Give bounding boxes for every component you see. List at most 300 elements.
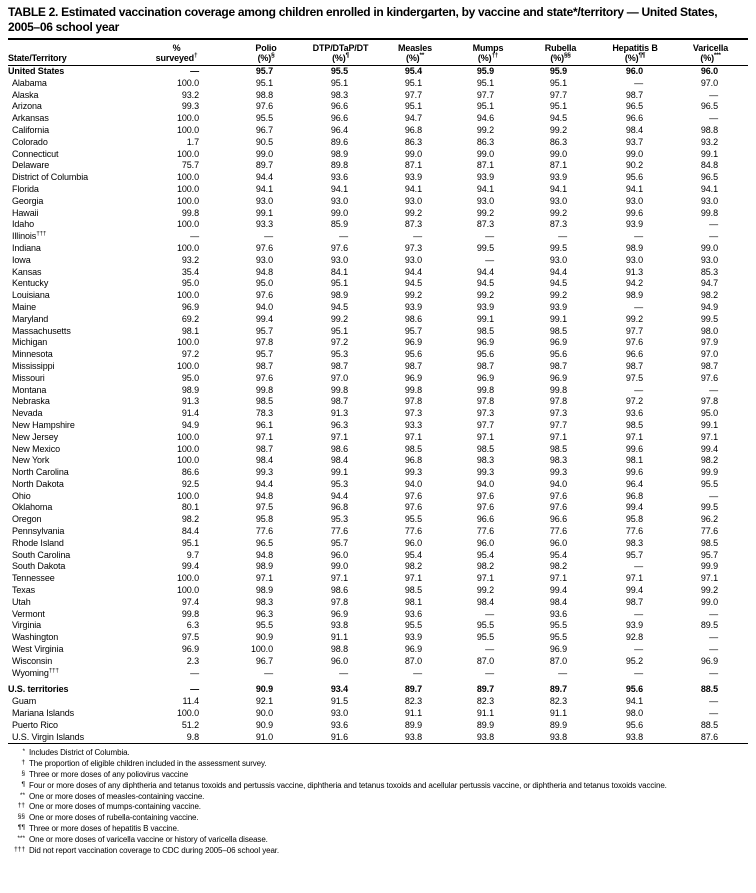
value-cell: 94.9 [181, 419, 199, 430]
value-cell: 77.6 [404, 526, 422, 537]
value-cell: 98.7 [625, 89, 643, 100]
value-cell: 98.3 [330, 89, 348, 100]
value-cell: 96.0 [404, 537, 422, 548]
value-cell: 97.5 [255, 502, 273, 513]
table-row [8, 491, 748, 503]
value-cell: 96.8 [625, 490, 643, 501]
footnote-marker: § [271, 52, 275, 59]
value-cell: 1.7 [186, 136, 199, 147]
value-cell: 96.0 [549, 537, 567, 548]
value-cell: 93.2 [181, 254, 199, 265]
header-line-bottom: (%)** [405, 52, 424, 63]
state-name: Wyoming††† [12, 667, 59, 678]
footnote-marker: ¶ [21, 780, 25, 788]
value-cell: 97.3 [404, 408, 422, 419]
footnote [8, 770, 752, 781]
value-cell: 88.5 [700, 684, 718, 695]
value-cell: 100.0 [176, 573, 199, 584]
value-cell: 98.2 [181, 514, 199, 525]
value-cell: 98.8 [255, 89, 273, 100]
value-cell: 77.6 [625, 526, 643, 537]
value-cell: 97.6 [255, 101, 273, 112]
value-cell: 99.5 [700, 313, 718, 324]
value-cell: 89.7 [255, 160, 273, 171]
state-name: Tennessee [12, 573, 55, 584]
value-cell: 99.3 [476, 467, 494, 478]
value-cell: 98.2 [404, 561, 422, 572]
value-cell: 97.6 [330, 242, 348, 253]
value-cell: — [709, 696, 718, 707]
value-cell: 93.6 [330, 719, 348, 730]
state-name: Illinois††† [12, 231, 47, 242]
state-name: Kansas [12, 266, 42, 277]
footnote-text: One or more doses of rubella-containing vaccine. [29, 813, 199, 823]
value-cell: 99.2 [476, 585, 494, 596]
value-cell: 98.6 [330, 443, 348, 454]
value-cell: 97.8 [404, 396, 422, 407]
value-cell: 99.9 [700, 467, 718, 478]
value-cell: 98.8 [700, 124, 718, 135]
table-row [8, 444, 748, 456]
value-cell: 97.6 [549, 490, 567, 501]
value-cell: 94.5 [404, 278, 422, 289]
state-name: Washington [12, 632, 59, 643]
value-cell: 95.0 [255, 278, 273, 289]
footnote-marker: ¶¶ [17, 824, 25, 831]
value-cell: 98.7 [625, 596, 643, 607]
header-line-top: % [172, 43, 181, 53]
value-cell: 90.0 [255, 708, 273, 719]
value-cell: 85.9 [330, 219, 348, 230]
value-cell: 100.0 [176, 431, 199, 442]
value-cell: 90.9 [255, 632, 273, 643]
value-cell: 93.9 [549, 301, 567, 312]
value-cell: 95.5 [549, 620, 567, 631]
value-cell: 95.1 [404, 77, 422, 88]
value-cell: 98.7 [404, 360, 422, 371]
footnote [8, 846, 752, 857]
header-line-top: Rubella [544, 43, 577, 53]
value-cell: 96.4 [625, 478, 643, 489]
value-cell: 87.0 [549, 655, 567, 666]
value-cell: 93.0 [700, 254, 718, 265]
value-cell: 77.6 [700, 526, 718, 537]
table-row [8, 78, 748, 90]
value-cell: 99.1 [255, 207, 273, 218]
value-cell: 96.6 [330, 101, 348, 112]
value-cell: — [634, 561, 643, 572]
value-cell: 100.0 [176, 195, 199, 206]
value-cell: 93.9 [404, 301, 422, 312]
table-header [8, 39, 748, 66]
value-cell: 99.1 [700, 148, 718, 159]
value-cell: 93.0 [625, 195, 643, 206]
value-cell: 95.0 [181, 278, 199, 289]
header-line-top: Hepatitis B [612, 43, 658, 53]
value-cell: 91.1 [549, 708, 567, 719]
value-cell: 77.6 [330, 526, 348, 537]
value-cell: 98.5 [549, 443, 567, 454]
value-cell: 94.1 [404, 183, 422, 194]
value-cell: 95.5 [255, 620, 273, 631]
table-row [8, 231, 748, 243]
value-cell: 80.1 [181, 502, 199, 513]
value-cell: 100.0 [176, 242, 199, 253]
value-cell: 87.1 [549, 160, 567, 171]
value-cell: 87.1 [404, 160, 422, 171]
value-cell: 93.0 [330, 195, 348, 206]
value-cell: 97.6 [549, 502, 567, 513]
value-cell: 97.6 [476, 502, 494, 513]
value-cell: — [485, 667, 494, 678]
value-cell: 93.4 [330, 684, 348, 695]
value-cell: 100.0 [176, 183, 199, 194]
value-cell: 95.7 [404, 325, 422, 336]
value-cell: 91.1 [404, 708, 422, 719]
value-cell: 99.2 [404, 207, 422, 218]
value-cell: 93.0 [549, 195, 567, 206]
value-cell: — [709, 113, 718, 124]
state-name: Minnesota [12, 349, 53, 360]
value-cell: 96.9 [549, 644, 567, 655]
value-cell: 100.0 [176, 219, 199, 230]
value-cell: 95.0 [181, 372, 199, 383]
value-cell: 99.2 [549, 290, 567, 301]
table-row [8, 149, 748, 161]
table-row [8, 349, 748, 361]
table-title: TABLE 2. Estimated vaccination coverage among children enrolled in kindergarten, by vaccine and state*/territory — United States, 2005–06 school year [8, 5, 718, 34]
value-cell: 98.9 [330, 148, 348, 159]
value-cell: 97.7 [404, 89, 422, 100]
state-name: Louisiana [12, 290, 50, 301]
value-cell: 96.5 [625, 101, 643, 112]
value-cell: 95.5 [255, 113, 273, 124]
value-cell: 99.8 [255, 384, 273, 395]
table-row [8, 385, 748, 397]
value-cell: 95.6 [404, 349, 422, 360]
value-cell: 98.3 [255, 596, 273, 607]
value-cell: 94.4 [330, 490, 348, 501]
value-cell: 82.3 [549, 696, 567, 707]
value-cell: 96.0 [476, 537, 494, 548]
value-cell: 97.2 [330, 337, 348, 348]
value-cell: 99.3 [404, 467, 422, 478]
value-cell: 97.6 [700, 372, 718, 383]
table-row [8, 684, 748, 696]
value-cell: 99.2 [549, 124, 567, 135]
value-cell: 95.8 [255, 514, 273, 525]
state-name: Vermont [12, 608, 45, 619]
value-cell: 95.1 [330, 278, 348, 289]
value-cell: 96.8 [404, 124, 422, 135]
column-header [303, 39, 378, 66]
state-name: Oklahoma [12, 502, 53, 513]
value-cell: — [485, 231, 494, 242]
table-row [8, 219, 748, 231]
value-cell: 95.5 [476, 620, 494, 631]
value-cell: 93.8 [404, 731, 422, 742]
table-row [8, 538, 748, 550]
value-cell: — [709, 89, 718, 100]
table-row [8, 337, 748, 349]
footnote-marker: § [21, 770, 25, 778]
value-cell: 89.8 [330, 160, 348, 171]
table-row [8, 255, 748, 267]
value-cell: 97.1 [404, 573, 422, 584]
value-cell: — [339, 231, 348, 242]
value-cell: 95.7 [700, 549, 718, 560]
value-cell: 90.5 [255, 136, 273, 147]
value-cell: 93.6 [330, 172, 348, 183]
value-cell: 95.1 [330, 325, 348, 336]
value-cell: — [634, 231, 643, 242]
value-cell: 95.6 [476, 349, 494, 360]
column-header [673, 39, 748, 66]
value-cell: 98.1 [625, 455, 643, 466]
value-cell: 95.1 [549, 77, 567, 88]
footnote [8, 759, 752, 770]
value-cell: 98.7 [255, 443, 273, 454]
table-row [8, 597, 748, 609]
value-cell: 95.9 [476, 66, 494, 76]
table-row [8, 732, 748, 744]
column-header [524, 39, 597, 66]
value-cell: 99.0 [700, 596, 718, 607]
value-cell: 90.9 [255, 719, 273, 730]
value-cell: 91.3 [625, 266, 643, 277]
state-name: New York [12, 455, 50, 466]
value-cell: 96.6 [625, 349, 643, 360]
value-cell: 98.7 [476, 360, 494, 371]
value-cell: 94.4 [255, 478, 273, 489]
value-cell: 11.4 [182, 696, 199, 707]
value-cell: 97.7 [549, 89, 567, 100]
value-cell: 99.4 [549, 585, 567, 596]
state-name: District of Columbia [12, 172, 89, 183]
value-cell: 97.8 [255, 337, 273, 348]
value-cell: 94.8 [255, 549, 273, 560]
footnote-marker: ¶ [345, 52, 349, 59]
value-cell: 93.0 [700, 195, 718, 206]
value-cell: 98.2 [549, 561, 567, 572]
value-cell: 94.0 [255, 301, 273, 312]
state-name: Missouri [12, 372, 45, 383]
value-cell: 95.2 [625, 655, 643, 666]
value-cell: — [558, 231, 567, 242]
value-cell: 95.4 [404, 66, 422, 76]
value-cell: — [339, 667, 348, 678]
value-cell: 93.0 [625, 254, 643, 265]
value-cell: 96.2 [700, 514, 718, 525]
value-cell: 97.0 [330, 372, 348, 383]
header-line-top: Polio [255, 43, 277, 53]
value-cell: 98.7 [255, 360, 273, 371]
value-cell: 84.1 [330, 266, 348, 277]
value-cell: 99.5 [476, 242, 494, 253]
footnote-marker: ** [419, 52, 424, 59]
value-cell: 99.0 [625, 148, 643, 159]
table-row [8, 408, 748, 420]
value-cell: 94.1 [625, 696, 643, 707]
value-cell: 99.8 [181, 608, 199, 619]
value-cell: — [190, 66, 199, 76]
value-cell: 93.0 [330, 254, 348, 265]
footnote-marker: *** [713, 52, 721, 59]
value-cell: 93.0 [404, 254, 422, 265]
value-cell: 93.3 [255, 219, 273, 230]
footnote-marker: *** [17, 834, 25, 842]
value-cell: 100.0 [176, 148, 199, 159]
footnote-text: One or more doses of mumps-containing vaccine. [29, 802, 201, 812]
header-line-top: Measles [398, 43, 432, 53]
value-cell: 99.6 [625, 443, 643, 454]
value-cell: 77.6 [255, 526, 273, 537]
value-cell: 99.3 [181, 101, 199, 112]
value-cell: 95.4 [549, 549, 567, 560]
value-cell: — [709, 632, 718, 643]
state-name: Kentucky [12, 278, 49, 289]
value-cell: — [264, 231, 273, 242]
header-line-bottom: (%)§§ [550, 52, 571, 63]
value-cell: 99.6 [625, 207, 643, 218]
value-cell: 77.6 [476, 526, 494, 537]
value-cell: 91.1 [330, 632, 348, 643]
value-cell: 87.0 [476, 655, 494, 666]
value-cell: 92.8 [625, 632, 643, 643]
value-cell: 98.5 [549, 325, 567, 336]
footnote [8, 802, 752, 813]
value-cell: 93.9 [549, 172, 567, 183]
value-cell: 95.1 [549, 101, 567, 112]
value-cell: 99.1 [549, 313, 567, 324]
value-cell: 94.5 [549, 278, 567, 289]
table-row [8, 137, 748, 149]
state-name: Georgia [12, 195, 44, 206]
value-cell: — [634, 667, 643, 678]
value-cell: 99.6 [625, 467, 643, 478]
value-cell: — [634, 608, 643, 619]
table-row [8, 160, 748, 172]
value-cell: 89.9 [404, 719, 422, 730]
value-cell: 94.1 [549, 183, 567, 194]
value-cell: 100.0 [176, 77, 199, 88]
value-cell: 98.6 [404, 313, 422, 324]
table-row [8, 668, 748, 680]
column-header [378, 39, 452, 66]
value-cell: 97.2 [181, 349, 199, 360]
value-cell: 95.6 [625, 684, 643, 695]
value-cell: 98.5 [476, 325, 494, 336]
value-cell: 98.5 [404, 443, 422, 454]
value-cell: — [413, 231, 422, 242]
value-cell: 96.0 [700, 66, 718, 76]
state-name: California [12, 124, 50, 135]
table-row [8, 113, 748, 125]
footnote-marker: * [22, 748, 25, 756]
value-cell: — [634, 301, 643, 312]
value-cell: 99.5 [549, 242, 567, 253]
table-row [8, 361, 748, 373]
value-cell: 100.0 [176, 455, 199, 466]
value-cell: 89.9 [476, 719, 494, 730]
value-cell: 95.4 [476, 549, 494, 560]
value-cell: 95.1 [404, 101, 422, 112]
table-row [8, 290, 748, 302]
state-name: New Hampshire [12, 419, 75, 430]
value-cell: 78.3 [255, 408, 273, 419]
state-name: Mississippi [12, 360, 55, 371]
value-cell: 98.1 [404, 596, 422, 607]
state-name: North Dakota [12, 478, 64, 489]
footnotes [8, 748, 752, 856]
value-cell: 93.9 [404, 632, 422, 643]
state-name: United States [8, 66, 65, 76]
value-cell: 97.6 [255, 290, 273, 301]
value-cell: 97.6 [404, 490, 422, 501]
value-cell: 77.6 [549, 526, 567, 537]
value-cell: 99.0 [330, 561, 348, 572]
value-cell: 89.7 [549, 684, 567, 695]
value-cell: 97.6 [404, 502, 422, 513]
value-cell: 91.3 [330, 408, 348, 419]
value-cell: 97.1 [700, 573, 718, 584]
footnote-marker: ** [19, 791, 25, 799]
value-cell: 97.1 [700, 431, 718, 442]
value-cell: 98.8 [330, 644, 348, 655]
footnote-text: One or more doses of measles-containing vaccine. [29, 791, 205, 801]
value-cell: 97.3 [404, 242, 422, 253]
table-row [8, 432, 748, 444]
value-cell: 84.4 [181, 526, 199, 537]
value-cell: 97.8 [549, 396, 567, 407]
table-row [8, 620, 748, 632]
value-cell: 92.1 [255, 696, 273, 707]
footnote-marker: †† [17, 802, 25, 810]
table-row [8, 609, 748, 621]
value-cell: 94.1 [476, 183, 494, 194]
value-cell: 98.3 [476, 455, 494, 466]
table-row [8, 90, 748, 102]
footnote [8, 824, 752, 835]
value-cell: 96.9 [404, 644, 422, 655]
column-header [597, 39, 673, 66]
value-cell: 96.9 [549, 337, 567, 348]
value-cell: 99.2 [625, 313, 643, 324]
value-cell: 99.8 [404, 384, 422, 395]
value-cell: 96.9 [404, 372, 422, 383]
value-cell: 97.1 [476, 573, 494, 584]
value-cell: 69.2 [181, 313, 199, 324]
value-cell: 94.9 [700, 301, 718, 312]
value-cell: 97.7 [625, 325, 643, 336]
table-row [8, 314, 748, 326]
header-line-bottom: surveyed† [155, 52, 198, 63]
value-cell: 96.6 [549, 514, 567, 525]
value-cell: 97.1 [549, 431, 567, 442]
state-name: Iowa [12, 254, 31, 265]
value-cell: 97.1 [625, 431, 643, 442]
value-cell: 95.7 [330, 537, 348, 548]
value-cell: 96.9 [181, 644, 199, 655]
value-cell: 98.7 [330, 396, 348, 407]
table-row [8, 455, 748, 467]
state-name: Hawaii [12, 207, 39, 218]
state-name: Alabama [12, 77, 47, 88]
value-cell: 90.9 [255, 684, 273, 695]
value-cell: 93.9 [476, 172, 494, 183]
value-cell: 98.9 [255, 585, 273, 596]
value-cell: 95.6 [549, 349, 567, 360]
